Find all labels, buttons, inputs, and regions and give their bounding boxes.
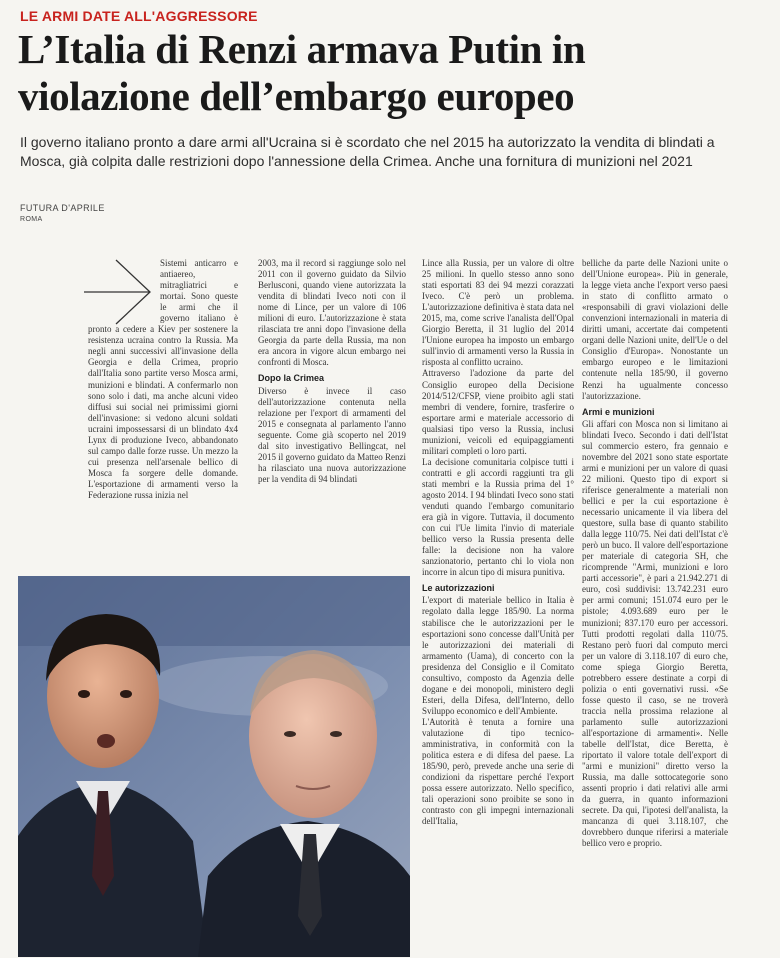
body-paragraph: Attraverso l'adozione da parte del Consiglio europeo della Decisione 2014/512/CFSP, viene proibito agli stati membri di vendere, fornire, trasferire o esportare armi e materiale accessorio di qualsiasi tipo verso la Russia, inclusi munizioni, veicoli ed equipaggiamenti militari completi o loro parti. <box>422 368 574 456</box>
article-column-2 <box>258 258 406 548</box>
dateline-location: ROMA <box>20 216 43 223</box>
article-column-4 <box>582 258 728 958</box>
article-column-3 <box>422 258 574 958</box>
headline: L’Italia di Renzi armava Putin in violazione dell’embargo europeo <box>18 26 586 119</box>
photo-illustration <box>18 576 410 957</box>
section-kicker: LE ARMI DATE ALL'AGGRESSORE <box>20 8 258 24</box>
section-heading: Armi e munizioni <box>582 406 655 417</box>
body-paragraph: Lince alla Russia, per un valore di oltre 25 milioni. In quello stesso anno sono stati esportati 83 dei 94 mezzi corazzati Iveco. C'è però un problema. L'autorizzazione definitiva è stata data nel 2015, ma, come scrive l'analista dell'Opal Giorgio Beretta, il 31 luglio del 2014 l'Unione europea ha imposto un embargo sull'invio di armamenti verso la Russia in risposta al conflitto ucraino. <box>422 258 574 368</box>
subheadline: Il governo italiano pronto a dare armi all'Ucraina si è scordato che nel 2015 ha autorizzato la vendita di blindati a Mosca, già colpita dalle restrizioni dopo l'annessione della Crimea. Anche una fornitura di munizioni nel 2021 <box>20 134 715 169</box>
body-paragraph: L'export di materiale bellico in Italia è regolato dalla legge 185/90. La norma stabilisce che le autorizzazioni per le esportazioni sono concesse dall'Unità per le autorizzazioni dei materiali di armamento (Uama), di concerto con la presidenza del Consiglio e il Comitato consultivo, composto da Agenzia delle dogane e dei monopoli, ministero degli Esteri, della Difesa, dell'Interno, dello Sviluppo economico e dell'Ambiente. <box>422 595 574 716</box>
body-paragraph: Gli affari con Mosca non si limitano ai blindati Iveco. Secondo i dati dell'Istat sul commercio estero, fra gennaio e novembre del 2021 sono state esportate armi e munizioni per un valore di quasi 22 milioni. Questo tipo di export si riferisce generalmente a materiali non bellici e per la cui esportazione è necessario unicamente il via libera del questore, sulla base di quanto stabilito dalla legge 110/75. Nei dati dell'Istat c'è però un buco. Il valore dell'esportazione per materiale di categoria SH, che ricomprende "Armi, munizioni e loro parti accessorie", è pari a 21.942.271 di euro, così suddivisi: 13.742.231 euro per armi comuni; 151.074 euro per le pistole; 4.093.689 euro per le munizioni; 837.170 euro per accessori. Tutti prodotti regolati dalla 110/75. Restano però fuori dal computo merci per un valore di 3.118.107 di euro che, come spiega Giorgio Beretta, potrebbero essere destinate a corpi di polizia o enti governativi russi. «Se fosse questo il caso, se ne troverà traccia nella prossima relazione al parlamento sulle autorizzazioni all'esportazione di armamenti». Nelle tabelle dell'Istat, dice Beretta, è riportato il valore totale dell'export di "armi e munizioni" diretto verso la Russia, ma dalle sottocategorie sono assenti proprio i dati relativi alle armi da guerra, in quanto informazioni secrete. Da qui, l'ipotesi dell'analista, la mancanza di quei 3.118.107, che dovrebbero dunque riferirsi a materiale bellico vero e proprio. <box>582 418 728 849</box>
body-paragraph: L'Autorità è tenuta a fornire una valutazione di tipo tecnico-amministrativa, in conformità con la politica estera e di difesa del paese. La 185/90, però, prevede anche una serie di condizioni da rispettare perché l'export possa essere autorizzato. Nello specifico, tali operazioni sono proibite se sono in contrasto con gli impegni internazionali dell'Italia, <box>422 716 574 827</box>
body-paragraph: Sistemi anticarro e antiaereo, mitragliatrici e mortai. Sono queste le armi che il governo italiano è pronto a cedere a Kiev per sostenere la resistenza ucraina contro la Russia. Ma negli anni successivi all'invasione della Georgia e della Crimea, proprio dall'Italia sono partite verso Mosca armi, munizioni e blindati. A confermarlo non sono solo i dati, ma anche alcuni video diffusi sui social nei primissimi giorni dell'invasione: si vedono alcuni soldati ucraini impossessarsi di un blindato 4x4 Lynx di produzione Iveco, abbandonato sul campo dalle forze russe. Un mezzo la cui presenza nell'arsenale bellico di Mosca fa sorgere delle domande. L'esportazione di armamenti verso la Federazione russa inizia nel <box>88 258 238 500</box>
byline <box>20 203 105 225</box>
body-paragraph: belliche da parte delle Nazioni unite o dell'Unione europea». Più in generale, la legge vieta anche l'export verso paesi in stato di conflitto armato o «responsabili di gravi violazioni delle convenzioni internazionali in materia di diritti umani, accertate dai competenti organi delle Nazioni unite, dell'Ue o del Consiglio d'Europa». Nonostante un embargo europeo e le limitazioni contenute nella 185/90, il governo Renzi ha ugualmente concesso l'autorizzazione. <box>582 258 728 401</box>
body-paragraph: La decisione comunitaria colpisce tutti i contratti e gli accordi raggiunti tra gli stati membri e la Russia prima del 1° agosto 2014. I 94 blindati Iveco sono stati venduti quando l'embargo comunitario era già in vigore. Tuttavia, il documento con cui l'Ue limita l'invio di materiale bellico verso la Russia presenta delle falle: la decisione non ha valore sanzionatorio, pertanto chi lo viola non incorre in alcun tipo di misura punitiva. <box>422 456 574 578</box>
article-column-1 <box>88 258 238 548</box>
body-paragraph: Diverso è invece il caso dell'autorizzazione contenuta nella relazione per l'export di armamenti del 2015 e consegnata al parlamento l'anno seguente. Come già scoperto nel 2019 dal sito investigativo Bellingcat, nel 2015 il governo guidato da Matteo Renzi ha rilasciato una nuova autorizzazione per la vendita di 94 blindati <box>258 385 406 484</box>
section-heading: Le autorizzazioni <box>422 583 495 594</box>
section-heading: Dopo la Crimea <box>258 373 325 384</box>
body-paragraph: 2003, ma il record si raggiunge solo nel 2011 con il governo guidato da Silvio Berlusconi, quando viene autorizzata la vendita di blindati Iveco noti con il nome di Lince, per un valore di 106 milioni di euro. L'autorizzazione è stata rilasciata tre anni dopo l'invasione della Georgia da parte della Russia, ma non era ancora in vigore alcun embargo nei confronti di Mosca. <box>258 258 406 368</box>
author-name: FUTURA D'APRILE <box>20 203 105 213</box>
news-photo <box>18 576 410 957</box>
